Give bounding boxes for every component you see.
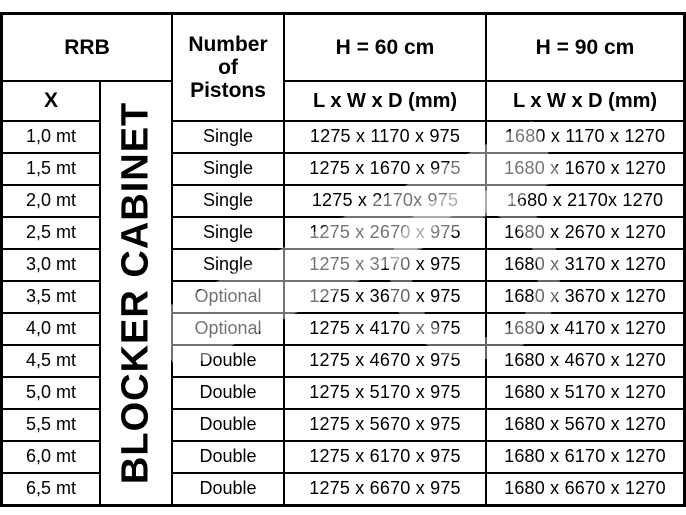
cell-x: 6,5 mt [3, 474, 99, 504]
cell-h90-dims: 1680 x 3670 x 1270 [487, 282, 683, 312]
cell-x: 1,0 mt [3, 122, 99, 152]
cell-x: 1,5 mt [3, 154, 99, 184]
cell-h90-dims: 1680 x 5170 x 1270 [487, 378, 683, 408]
cell-h60-dims: 1275 x 2170x 975 [285, 186, 485, 216]
header-pistons-line-2: of [218, 55, 238, 79]
cell-pistons: Single [173, 250, 283, 280]
cell-pistons: Double [173, 410, 283, 440]
cell-h60-dims: 1275 x 5670 x 975 [285, 410, 485, 440]
cell-h90-dims: 1680 x 6170 x 1270 [487, 442, 683, 472]
header-pistons-line-3: Pistons [190, 79, 266, 103]
cell-h60-dims: 1275 x 1170 x 975 [285, 122, 485, 152]
cell-h90-dims: 1680 x 1170 x 1270 [487, 122, 683, 152]
cell-pistons: Double [173, 474, 283, 504]
cell-pistons: Optional [173, 314, 283, 344]
cell-h90-dims: 1680 x 1670 x 1270 [487, 154, 683, 184]
cell-x: 2,5 mt [3, 218, 99, 248]
cell-h90-dims: 1680 x 2170x 1270 [487, 186, 683, 216]
header-cell-dims-h60: L x W x D (mm) [285, 82, 485, 120]
cell-pistons: Double [173, 442, 283, 472]
cell-x: 6,0 mt [3, 442, 99, 472]
cell-pistons: Double [173, 346, 283, 376]
header-cell-x: X [3, 82, 99, 120]
cell-x: 5,0 mt [3, 378, 99, 408]
cell-x: 2,0 mt [3, 186, 99, 216]
cell-h90-dims: 1680 x 4670 x 1270 [487, 346, 683, 376]
cell-h90-dims: 1680 x 3170 x 1270 [487, 250, 683, 280]
cell-x: 4,0 mt [3, 314, 99, 344]
header-pistons-line-1: Number [188, 32, 268, 56]
cell-x: 5,5 mt [3, 410, 99, 440]
cell-h90-dims: 1680 x 2670 x 1270 [487, 218, 683, 248]
blocker-cabinet-vertical-label: BLOCKER CABINET [114, 101, 157, 485]
header-cell-rrb: RRB [3, 15, 171, 80]
header-cell-dims-h90: L x W x D (mm) [487, 82, 683, 120]
cell-h60-dims: 1275 x 5170 x 975 [285, 378, 485, 408]
cell-h60-dims: 1275 x 3670 x 975 [285, 282, 485, 312]
cell-h60-dims: 1275 x 1670 x 975 [285, 154, 485, 184]
cell-pistons: Double [173, 378, 283, 408]
cell-h60-dims: 1275 x 3170 x 975 [285, 250, 485, 280]
cell-pistons: Single [173, 186, 283, 216]
cabinet-merged-cell [101, 82, 171, 504]
cell-h90-dims: 1680 x 4170 x 1270 [487, 314, 683, 344]
cell-x: 3,0 mt [3, 250, 99, 280]
cell-pistons: Single [173, 218, 283, 248]
cell-pistons: Optional [173, 282, 283, 312]
spec-table [0, 12, 686, 507]
cell-h90-dims: 1680 x 6670 x 1270 [487, 474, 683, 504]
header-cell-h60: H = 60 cm [285, 15, 485, 80]
cell-h90-dims: 1680 x 5670 x 1270 [487, 410, 683, 440]
cell-x: 4,5 mt [3, 346, 99, 376]
cell-h60-dims: 1275 x 6170 x 975 [285, 442, 485, 472]
header-cell-h90: H = 90 cm [487, 15, 683, 80]
header-cell-pistons [173, 15, 283, 120]
cell-h60-dims: 1275 x 2670 x 975 [285, 218, 485, 248]
cell-x: 3,5 mt [3, 282, 99, 312]
cell-pistons: Single [173, 154, 283, 184]
cell-pistons: Single [173, 122, 283, 152]
cell-h60-dims: 1275 x 4170 x 975 [285, 314, 485, 344]
cell-h60-dims: 1275 x 6670 x 975 [285, 474, 485, 504]
cell-h60-dims: 1275 x 4670 x 975 [285, 346, 485, 376]
